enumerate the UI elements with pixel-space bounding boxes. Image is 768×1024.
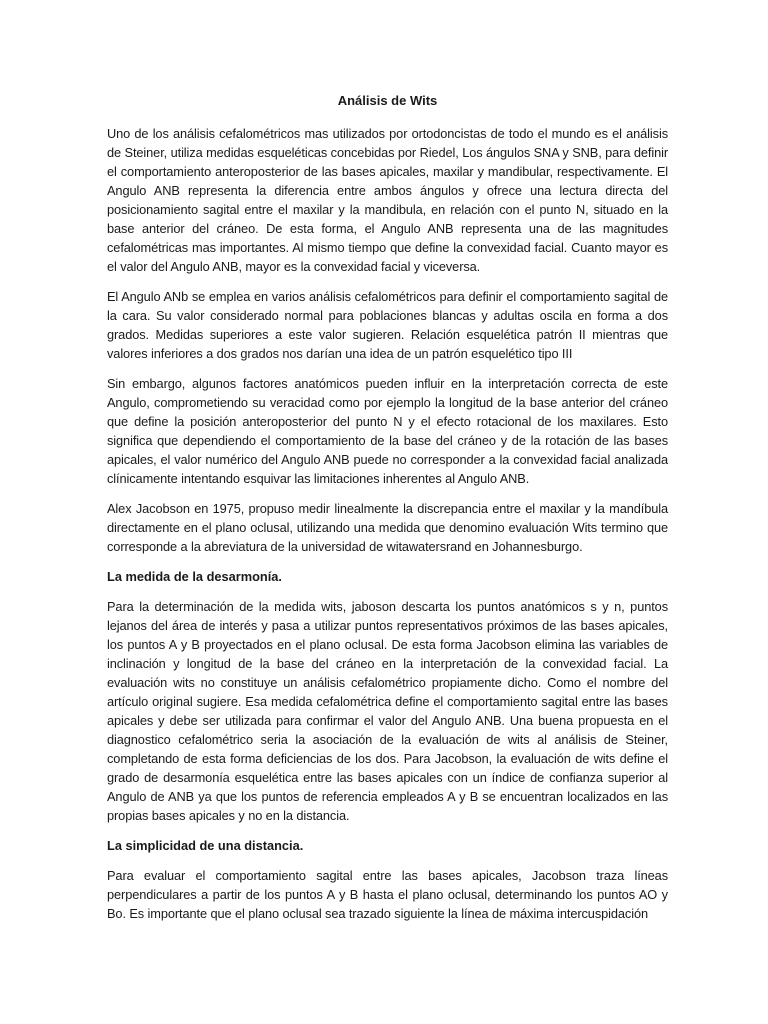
paragraph-sagittal: Para evaluar el comportamiento sagital entre las bases apicales, Jacobson traza líneas perpendiculares a partir de los puntos A y B hasta el plano oclusal, determinando los puntos AO y Bo. Es importante que el plano oclusal sea trazado siguiente la línea de máxima intercuspidación — [107, 868, 668, 921]
section-heading-simplicidad: La simplicidad de una distancia. — [107, 838, 304, 853]
paragraph-steiner: Uno de los análisis cefalométricos mas utilizados por ortodoncistas de todo el mundo es el análisis de Steiner, utiliza medidas esqueléticas concebidas por Riedel, Los ángulos SNA y SNB, para definir el comportamiento anteroposterior de las bases apicales, maxilar y mandibular, respectivamente. El Angulo ANB representa la diferencia entre ambos ángulos y ofrece una lectura directa del posicionamiento sagital entre el maxilar y la mandibula, en relación con el punto N, situado en la base anterior del cráneo. De esta forma, el Angulo ANB representa una de las magnitudes cefalométricas mas importantes. Al mismo tiempo que define la convexidad facial. Cuanto mayor es el valor del Angulo ANB, mayor es la convexidad facial y viceversa. — [107, 126, 668, 274]
paragraph-factors: Sin embargo, algunos factores anatómicos pueden influir en la interpretación correcta de este Angulo, comprometiendo su veracidad como por ejemplo la longitud de la base anterior del cráneo que define la posición anteroposterior del punto N y el efecto rotacional de los maxilares. Esto significa que dependiendo el comportamiento de la base del cráneo y de la rotación de las bases apicales, el valor numérico del Angulo ANB puede no corresponder a la convexidad facial analizada clínicamente intentando esquivar las limitaciones inherentes al Angulo ANB. — [107, 376, 668, 486]
section-heading-desarmonia: La medida de la desarmonía. — [107, 569, 282, 584]
paragraph-wits-measure: Para la determinación de la medida wits, jaboson descarta los puntos anatómicos s y n, puntos lejanos del área de interés y pasa a utilizar puntos representativos próximos de las bases apicales, los puntos A y B proyectados en el plano oclusal. De esta forma Jacobson elimina las variables de inclinación y longitud de la base del cráneo en la interpretación de la convexidad facial. La evaluación wits no constituye un análisis cefalométrico propiamente dicho. Como el nombre del artículo original sugiere. Esa medida cefalométrica define el comportamiento sagital entre las bases apicales y debe ser utilizada para confirmar el valor del Angulo ANB. Una buena propuesta en el diagnostico cefalométrico seria la asociación de la evaluación de wits al análisis de Steiner, completando de esta forma deficiencias de los dos. Para Jacobson, la evaluación de wits define el grado de desarmonía esquelética entre las bases apicales con un índice de confianza superior al Angulo de ANB ya que los puntos de referencia empleados A y B se encuentran localizados en las propias bases apicales y no en la distancia. — [107, 599, 668, 823]
paragraph-jacobson: Alex Jacobson en 1975, propuso medir linealmente la discrepancia entre el maxilar y la mandíbula directamente en el plano oclusal, utilizando una medida que denomino evaluación Wits termino que corresponde a la abreviatura de la universidad de witawatersrand en Johannesburgo. — [107, 501, 668, 554]
paragraph-anb: El Angulo ANb se emplea en varios análisis cefalométricos para definir el comportamiento sagital de la cara. Su valor considerado normal para poblaciones blancas y adultas oscila en forma a dos grados. Medidas superiores a este valor sugieren. Relación esquelética patrón II mientras que valores inferiores a dos grados nos darían una idea de un patrón esquelético tipo III — [107, 289, 668, 361]
page-title: Análisis de Wits — [337, 93, 438, 108]
